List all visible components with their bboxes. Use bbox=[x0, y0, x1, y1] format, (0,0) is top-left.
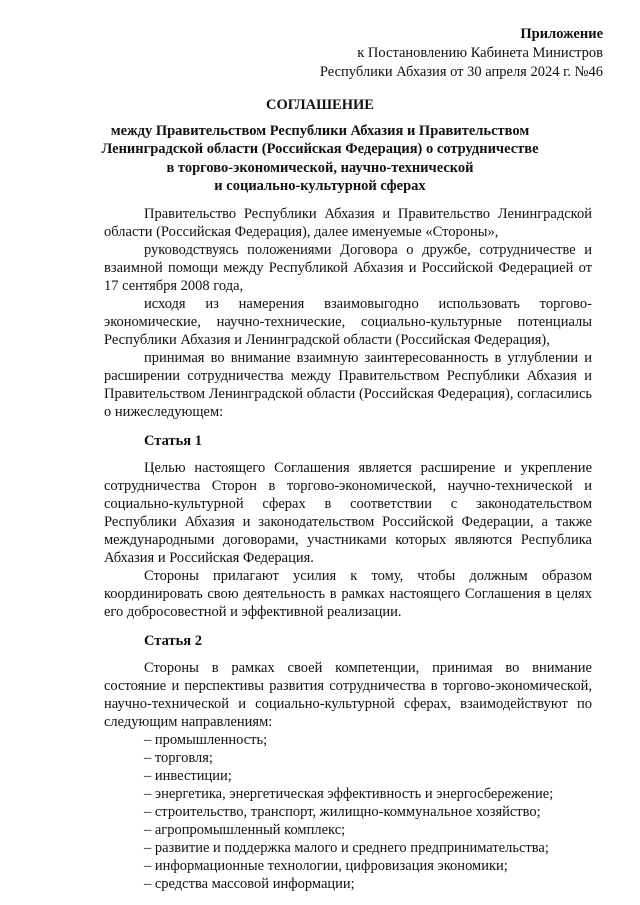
agreement-title-line-1: между Правительством Республики Абхазия и Правительством bbox=[110, 122, 530, 139]
list-item: – строительство, транспорт, жилищно-коммунальное хозяйство; bbox=[144, 804, 541, 820]
list-item: – информационные технологии, цифровизация экономики; bbox=[144, 858, 508, 874]
preamble-paragraph: исходя из намерения взаимовыгодно использовать торгово-экономические, научно-технические, социально-культурные потенциалы Республики Абхазия и Ленинградской области (Российская Федерация), bbox=[104, 296, 592, 348]
article-1-heading: Статья 1 bbox=[144, 433, 202, 449]
article-1-paragraph: Стороны прилагают усилия к тому, чтобы должным образом координировать свою деятельность в рамках настоящего Соглашения в целях его добросовестной и эффективной реализации. bbox=[104, 568, 592, 620]
agreement-title-main: СОГЛАШЕНИЕ bbox=[266, 97, 374, 113]
agreement-title-line-3: в торгово-экономической, научно-технической bbox=[166, 159, 474, 176]
appendix-line-2: Республики Абхазия от 30 апреля 2024 г. №46 bbox=[319, 64, 603, 80]
list-item: – торговля; bbox=[144, 750, 213, 766]
agreement-title-line-2: Ленинградской области (Российская Федерация) о сотрудничестве bbox=[101, 141, 539, 157]
list-item: – инвестиции; bbox=[144, 768, 232, 784]
list-item: – развитие и поддержка малого и среднего предпринимательства; bbox=[144, 840, 549, 856]
agreement-title-line-4: и социально-культурной сферах bbox=[214, 178, 426, 194]
preamble-paragraph: руководствуясь положениями Договора о дружбе, сотрудничестве и взаимной помощи между Республикой Абхазия и Российской Федерацией от 17 сентября 2008 года, bbox=[104, 242, 592, 294]
list-item: – средства массовой информации; bbox=[144, 876, 355, 892]
appendix-block bbox=[320, 25, 603, 82]
appendix-line-1: к Постановлению Кабинета Министров bbox=[357, 45, 603, 61]
appendix-heading: Приложение bbox=[520, 26, 603, 42]
article-2-intro: Стороны в рамках своей компетенции, принимая во внимание состояние и перспективы развития сотрудничества в торгово-экономической, научно-технической и социально-культурной сферах, взаимодействуют по следующим направлениям: bbox=[104, 660, 592, 730]
directions-list bbox=[104, 731, 592, 893]
article-2-heading: Статья 2 bbox=[144, 633, 202, 649]
preamble-paragraph: Правительство Республики Абхазия и Правительство Ленинградской области (Российская Федерация), далее именуемые «Стороны», bbox=[104, 206, 592, 240]
agreement-title bbox=[100, 96, 540, 196]
document-body bbox=[104, 205, 592, 893]
list-item: – промышленность; bbox=[144, 732, 268, 748]
list-item: – агропромышленный комплекс; bbox=[144, 822, 346, 838]
article-1-paragraph: Целью настоящего Соглашения является расширение и укрепление сотрудничества Сторон в торгово-экономической, научно-технической и социально-культурной сферах в соответствии с законодательством Республики Абхазия и законодательством Российской Федерации, а также международными договорами, участниками которых являются Республика Абхазия и Российская Федерация. bbox=[104, 460, 592, 566]
preamble-paragraph: принимая во внимание взаимную заинтересованность в углублении и расширении сотрудничества между Правительством Республики Абхазия и Правительством Ленинградской области (Российская Федерация), согласились о нижеследующем: bbox=[104, 350, 592, 420]
list-item: – энергетика, энергетическая эффективность и энергосбережение; bbox=[144, 786, 554, 802]
